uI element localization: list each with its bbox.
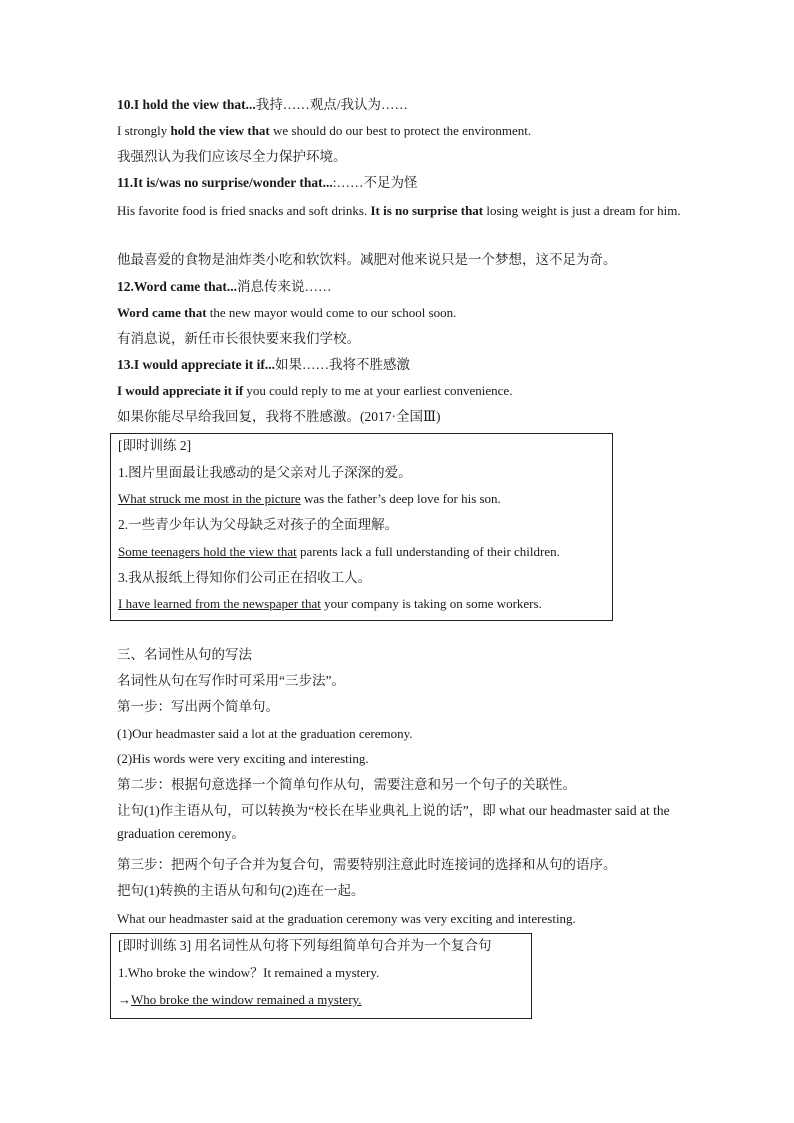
section3-step3-detail: 把句(1)转换的主语从句和句(2)连在一起。 [117,883,365,898]
practice2-title: [即时训练 2] [118,438,192,453]
item13-example: I would appreciate it if you could reply to me at your earliest convenience. [117,383,513,398]
section3-step1: 第一步：写出两个简单句。 [117,699,279,714]
practice-box-2 [110,433,613,621]
item10-example: I strongly hold the view that we should do our best to protect the environment. [117,123,532,138]
practice2-answer-2: Some teenagers hold the view that parents lack a full understanding of their children. [118,544,560,559]
section3-sentence-2: (2)His words were very exciting and interesting. [117,751,369,766]
practice2-question-1: 1.图片里面最让我感动的是父亲对儿子深深的爱。 [118,465,412,480]
practice2-question-3: 3.我从报纸上得知你们公司正在招收工人。 [118,570,372,585]
item11-heading: 11.It is/was no surprise/wonder that...:……不足为怪 [117,175,418,190]
item12-example: Word came that the new mayor would come to our school soon. [117,305,457,320]
section3-title: 三、名词性从句的写法 [117,647,252,662]
section3-intro: 名词性从句在写作时可采用“三步法”。 [117,673,345,688]
practice3-title: [即时训练 3] 用名词性从句将下列每组简单句合并为一个复合句 [118,938,492,953]
section3-result: What our headmaster said at the graduation ceremony was very exciting and interesting. [117,911,576,926]
arrow-icon: → [118,992,131,1007]
practice3-answer-1: →Who broke the window remained a mystery. [118,992,362,1007]
practice2-question-2: 2.一些青少年认为父母缺乏对孩子的全面理解。 [118,517,399,532]
practice3-question-1: 1.Who broke the window？It remained a mystery. [118,965,380,980]
practice2-answer-3: I have learned from the newspaper that your company is taking on some workers. [118,596,542,611]
item10-translation: 我强烈认为我们应该尽全力保护环境。 [117,149,347,164]
practice-box-3 [110,933,532,1019]
item11-example: His favorite food is fried snacks and soft drinks. It is no surprise that losing weight is just a dream for him. [117,203,681,218]
item10-heading: 10.I hold the view that...我持……观点/我认为…… [117,97,409,112]
item11-translation: 他最喜爱的食物是油炸类小吃和软饮料。减肥对他来说只是一个梦想，这不足为奇。 [117,252,617,267]
practice2-answer-1: What struck me most in the picture was the father’s deep love for his son. [118,491,501,506]
item13-heading: 13.I would appreciate it if...如果……我将不胜感激 [117,357,410,372]
section3-step3: 第三步：把两个句子合并为复合句，需要特别注意此时连接词的选择和从句的语序。 [117,857,617,872]
item12-translation: 有消息说，新任市长很快要来我们学校。 [117,331,360,346]
item13-translation: 如果你能尽早给我回复，我将不胜感激。(2017·全国Ⅲ) [117,409,441,424]
section3-sentence-1: (1)Our headmaster said a lot at the graduation ceremony. [117,726,413,741]
section3-step2: 第二步：根据句意选择一个简单句作从句，需要注意和另一个句子的关联性。 [117,777,576,792]
item12-heading: 12.Word came that...消息传来说…… [117,279,332,294]
section3-step2-detail: 让句(1)作主语从句，可以转换为“校长在毕业典礼上说的话”，即 what our headmaster said at the graduation ceremony。 [117,803,670,841]
